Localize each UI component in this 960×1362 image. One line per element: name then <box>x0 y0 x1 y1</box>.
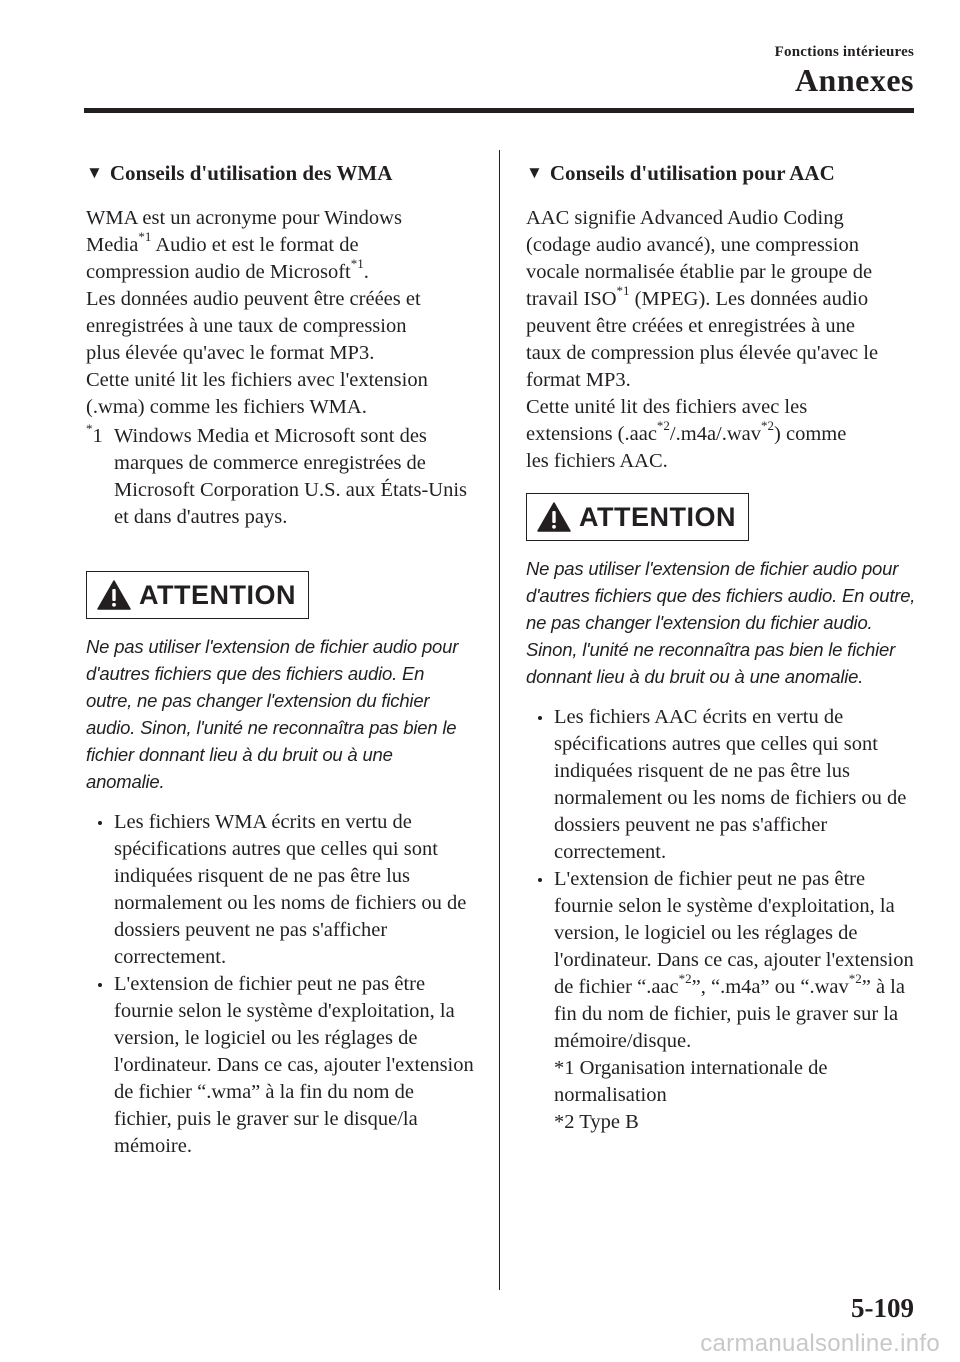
watermark: carmanualsonline.info <box>700 1330 940 1357</box>
wma-intro-line: compression audio de Microsoft$^{*1}$. <box>86 256 369 283</box>
header-section-title: Fonctions intérieures <box>774 44 914 60</box>
page-number: 5-109 <box>851 1293 914 1323</box>
wma-intro-line: Cette unité lit les fichiers avec l'extension <box>86 369 428 391</box>
header-chapter-title: Annexes <box>794 62 914 98</box>
wma-heading-text: Conseils d'utilisation des WMA <box>109 161 393 185</box>
bullet-dot-icon <box>98 983 102 987</box>
aac-intro-line: format MP3. <box>526 369 631 391</box>
aac-intro-line: Cette unité lit des fichiers avec les <box>526 396 808 418</box>
bullet-dot-icon <box>538 878 542 882</box>
aac-intro-line: taux de compression plus élevée qu'avec le <box>526 342 879 364</box>
aac-heading-text: Conseils d'utilisation pour AAC <box>549 161 835 185</box>
wma-heading <box>86 160 474 187</box>
attention-text: Ne pas utiliser l'extension de fichier audio pour d'autres fichiers que des fichiers audio. En outre, ne pas changer l'extension du fichier audio. Sinon, l'unité ne reconnaîtra pas bien le fichier donnant lieu à du bruit ou à une anomalie. <box>86 636 459 792</box>
wma-footnote <box>86 423 474 531</box>
aac-intro-line: (codage audio avancé), une compression <box>526 234 859 256</box>
attention-box <box>86 571 309 619</box>
bullet-dot-icon <box>98 821 102 825</box>
list-item: L'extension de fichier peut ne pas être fournie selon le système d'exploitation, la version, le logiciel ou les réglages de l'ordinateur. Dans ce cas, ajouter l'extension de fichier “.aac$^{*2}$”, “.m4a” ou “.wav$^{*2}$” à la fin du nom de fichier, puis le graver sur la mémoire/disque. <box>526 866 918 1055</box>
warning-icon <box>97 580 131 610</box>
wma-intro-line: plus élevée qu'avec le format MP3. <box>86 342 375 364</box>
wma-intro-line: enregistrées à une taux de compression <box>86 315 407 337</box>
list-item: Les fichiers AAC écrits en vertu de spécifications autres que celles qui sont indiquées risquent de ne pas être lus normalement ou les noms de fichiers ou de dossiers peuvent ne pas s'afficher correctement. <box>526 704 918 866</box>
header-rule <box>84 108 914 113</box>
bullet-dot-icon <box>538 716 542 720</box>
wma-intro-line: Media$^{*1}$ Audio et est le format de <box>86 229 359 256</box>
attention-label: ATTENTION <box>139 579 296 610</box>
wma-intro <box>86 205 474 421</box>
aac-intro-line: extensions (.aac$^{*2}$/.m4a/.wav$^{*2}$) comme <box>526 418 847 445</box>
wma-intro-line: WMA est un acronyme pour Windows <box>86 207 402 229</box>
column-divider <box>499 150 500 1290</box>
wma-intro-line: Les données audio peuvent être créées et <box>86 288 421 310</box>
triangle-down-icon: ▼ <box>526 163 543 182</box>
aac-intro <box>526 205 918 475</box>
aac-bullet-list <box>526 704 918 1055</box>
right-column <box>526 160 918 1136</box>
aac-intro-line: les fichiers AAC. <box>526 450 668 472</box>
attention-text: Ne pas utiliser l'extension de fichier audio pour d'autres fichiers que des fichiers audio. En outre, ne pas changer l'extension du fichier audio. Sinon, l'unité ne reconnaîtra pas bien le fichier donnant lieu à du bruit ou à une anomalie. <box>526 558 916 687</box>
aac-attention-block <box>526 493 918 690</box>
aac-intro-line: travail ISO$^{*1}$ (MPEG). Les données audio <box>526 283 869 310</box>
aac-footnotes <box>526 1055 918 1136</box>
aac-footnote-2: *2 Type B <box>554 1111 639 1133</box>
wma-footnote-mark: *1 <box>86 421 103 447</box>
aac-intro-line: peuvent être créées et enregistrées à une <box>526 315 855 337</box>
aac-footnote-1: *1 Organisation internationale de normalisation <box>554 1057 828 1106</box>
wma-attention-block <box>86 571 474 795</box>
triangle-down-icon: ▼ <box>86 163 103 182</box>
left-column <box>86 160 474 1160</box>
attention-label: ATTENTION <box>579 501 736 532</box>
list-item: L'extension de fichier peut ne pas être fournie selon le système d'exploitation, la version, le logiciel ou les réglages de l'ordinateur. Dans ce cas, ajouter l'extension de fichier “.wma” à la fin du nom de fichier, puis le graver sur le disque/la mémoire. <box>86 971 474 1160</box>
aac-intro-line: AAC signifie Advanced Audio Coding <box>526 207 844 229</box>
list-item: Les fichiers WMA écrits en vertu de spécifications autres que celles qui sont indiquées risquent de ne pas être lus normalement ou les noms de fichiers ou de dossiers peuvent ne pas s'afficher correctement. <box>86 809 474 971</box>
wma-intro-line: (.wma) comme les fichiers WMA. <box>86 396 367 418</box>
aac-heading <box>526 160 918 187</box>
warning-icon <box>537 502 571 532</box>
wma-footnote-text: Windows Media et Microsoft sont des marques de commerce enregistrées de Microsoft Corporation U.S. aux États-Unis et dans d'autres pays. <box>114 425 468 528</box>
aac-intro-line: vocale normalisée établie par le groupe de <box>526 261 873 283</box>
wma-bullet-list <box>86 809 474 1160</box>
attention-box <box>526 493 749 541</box>
